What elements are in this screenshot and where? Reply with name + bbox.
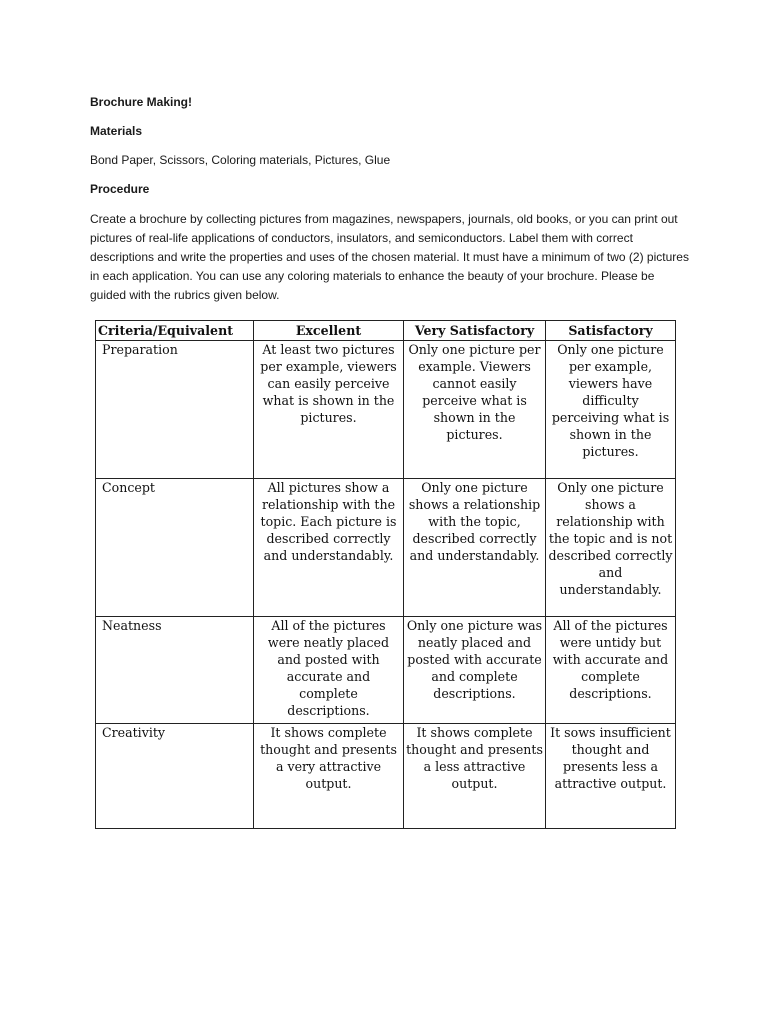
rubric-header-row	[96, 321, 676, 341]
header-satisfactory: Satisfactory	[546, 321, 676, 341]
header-criteria: Criteria/Equivalent	[96, 321, 254, 341]
procedure-paragraph: Create a brochure by collecting pictures from magazines, newspapers, journals, old books, or you can print out pictures of real-life applications of conductors, insulators, and semiconductors. Label them with correct descriptions and write the properties and uses of the chosen material. It must have a minimum of two (2) pictures in each application. You can use any coloring materials to enhance the beauty of your brochure. Please be guided with the rubrics given below.	[90, 212, 689, 302]
very-satisfactory-cell: Only one picture per example. Viewers cannot easily perceive what is shown in the pictures.	[404, 341, 546, 479]
header-very-satisfactory: Very Satisfactory	[404, 321, 546, 341]
criteria-cell: Preparation	[96, 341, 254, 479]
excellent-cell: All pictures show a relationship with the topic. Each picture is described correctly and understandably.	[254, 479, 404, 617]
rubric-row-creativity	[96, 724, 676, 829]
rubric-row-neatness	[96, 617, 676, 724]
rubric-row-preparation	[96, 341, 676, 479]
criteria-cell: Neatness	[96, 617, 254, 724]
materials-heading: Materials	[90, 124, 143, 138]
rubric-row-concept	[96, 479, 676, 617]
criteria-cell: Creativity	[96, 724, 254, 829]
rubric-table	[95, 320, 676, 829]
satisfactory-cell: All of the pictures were untidy but with accurate and complete descriptions.	[546, 617, 676, 724]
procedure-heading: Procedure	[90, 182, 150, 196]
criteria-cell: Concept	[96, 479, 254, 617]
excellent-cell: It shows complete thought and presents a very attractive output.	[254, 724, 404, 829]
very-satisfactory-cell: Only one picture was neatly placed and posted with accurate and complete descriptions.	[404, 617, 546, 724]
satisfactory-cell: Only one picture per example, viewers have difficulty perceiving what is shown in the pictures.	[546, 341, 676, 479]
satisfactory-cell: Only one picture shows a relationship with the topic and is not described correctly and understandably.	[546, 479, 676, 617]
very-satisfactory-cell: It shows complete thought and presents a less attractive output.	[404, 724, 546, 829]
document-title: Brochure Making!	[90, 95, 193, 109]
excellent-cell: All of the pictures were neatly placed and posted with accurate and complete descriptions.	[254, 617, 404, 724]
excellent-cell: At least two pictures per example, viewers can easily perceive what is shown in the pictures.	[254, 341, 404, 479]
very-satisfactory-cell: Only one picture shows a relationship with the topic, described correctly and understandably.	[404, 479, 546, 617]
header-excellent: Excellent	[254, 321, 404, 341]
materials-list: Bond Paper, Scissors, Coloring materials, Pictures, Glue	[90, 153, 391, 167]
satisfactory-cell: It sows insufficient thought and presents less a attractive output.	[546, 724, 676, 829]
